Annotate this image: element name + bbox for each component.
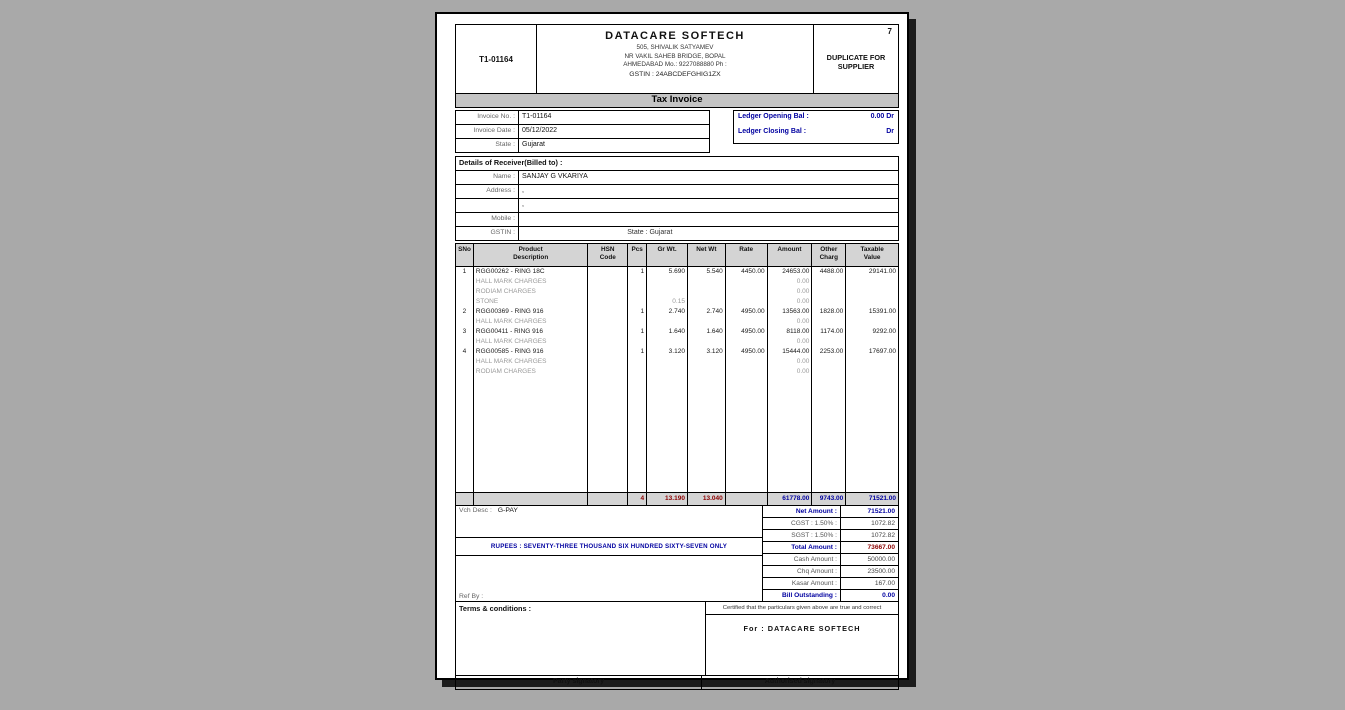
item-cell: STONE bbox=[475, 298, 499, 305]
ref-by-label: Ref By : bbox=[459, 593, 484, 600]
voucher-desc-value: G-PAY bbox=[497, 507, 518, 514]
items-table-header bbox=[456, 244, 898, 267]
item-cell bbox=[812, 277, 845, 287]
items-column bbox=[628, 267, 647, 492]
item-cell: 15391.00 bbox=[868, 308, 896, 315]
totals-cell: 13.040 bbox=[688, 493, 726, 505]
item-cell bbox=[726, 357, 767, 367]
receiver-gstin-row bbox=[456, 226, 898, 240]
company-block bbox=[537, 25, 813, 93]
receiver-gstin-label: GSTIN : bbox=[456, 227, 519, 240]
item-cell: HALL MARK CHARGES bbox=[475, 358, 547, 365]
item-cell: RODIAM CHARGES bbox=[475, 368, 536, 375]
item-cell bbox=[812, 297, 845, 307]
bottom-section bbox=[455, 505, 899, 602]
summary-row bbox=[762, 589, 899, 602]
item-cell bbox=[688, 297, 725, 307]
item-cell bbox=[456, 277, 473, 287]
invoice-info-table bbox=[455, 110, 710, 153]
item-cell bbox=[456, 297, 473, 307]
summary-value: 1072.82 bbox=[840, 517, 899, 530]
item-cell bbox=[812, 287, 845, 297]
summary-value: 71521.00 bbox=[840, 505, 899, 518]
receiver-section-title: Details of Receiver(Billed to) : bbox=[459, 158, 563, 167]
ledger-box bbox=[733, 110, 899, 144]
item-cell bbox=[588, 287, 627, 297]
invoice-no-value: T1-01164 bbox=[522, 113, 552, 120]
totals-cell bbox=[588, 493, 628, 505]
item-cell bbox=[812, 317, 845, 327]
summary-value: 1072.82 bbox=[840, 529, 899, 542]
summary-value: 0.00 bbox=[840, 589, 899, 602]
item-cell bbox=[588, 267, 627, 277]
item-cell: 0.00 bbox=[796, 368, 810, 375]
totals-cell: 61778.00 bbox=[768, 493, 813, 505]
items-column bbox=[474, 267, 588, 492]
ledger-opening-label: Ledger Opening Bal : bbox=[738, 113, 809, 120]
item-cell bbox=[588, 337, 627, 347]
item-cell: HALL MARK CHARGES bbox=[475, 318, 547, 325]
totals-cell bbox=[456, 493, 474, 505]
signature-row bbox=[456, 676, 898, 689]
item-cell bbox=[726, 367, 767, 377]
item-cell: 1 bbox=[640, 268, 645, 275]
party-signatory-label: Party signatory bbox=[456, 676, 702, 689]
items-column bbox=[726, 267, 768, 492]
item-cell: 0.00 bbox=[796, 298, 810, 305]
receiver-address-value-1: , bbox=[522, 187, 524, 194]
authorised-signatory-label: Authorised signatory bbox=[764, 678, 836, 685]
item-cell: 3 bbox=[462, 328, 467, 335]
item-cell: 2.740 bbox=[706, 308, 723, 315]
item-cell bbox=[688, 357, 725, 367]
ledger-opening-row bbox=[734, 112, 898, 127]
item-cell: 9292.00 bbox=[872, 328, 896, 335]
amount-in-words-row bbox=[456, 538, 762, 556]
summary-value: 50000.00 bbox=[840, 553, 899, 566]
item-cell bbox=[812, 337, 845, 347]
receiver-name-row bbox=[456, 170, 898, 184]
item-cell bbox=[456, 367, 473, 377]
summary-label: Net Amount : bbox=[762, 505, 841, 518]
address-line-2: NR VAKIL SAHEB BRIDGE, BOPAL bbox=[624, 52, 726, 60]
column-header: Rate bbox=[726, 244, 768, 266]
receiver-mobile-value bbox=[519, 213, 898, 226]
items-column bbox=[688, 267, 726, 492]
item-cell bbox=[588, 307, 627, 317]
item-cell bbox=[647, 357, 687, 367]
item-cell: 8118.00 bbox=[786, 328, 810, 335]
column-header: Product Description bbox=[474, 244, 588, 266]
item-cell bbox=[647, 367, 687, 377]
column-header: Gr Wt. bbox=[647, 244, 688, 266]
company-address bbox=[537, 44, 813, 70]
item-cell: 4950.00 bbox=[741, 308, 765, 315]
item-cell: 15444.00 bbox=[782, 348, 810, 355]
item-cell: 5.690 bbox=[668, 268, 685, 275]
item-cell: 1.640 bbox=[706, 328, 723, 335]
item-cell bbox=[688, 277, 725, 287]
item-cell: 1 bbox=[640, 328, 645, 335]
item-cell bbox=[628, 297, 646, 307]
item-cell: 29141.00 bbox=[868, 268, 896, 275]
items-column bbox=[456, 267, 474, 492]
item-cell bbox=[647, 277, 687, 287]
items-column bbox=[812, 267, 846, 492]
summary-label: Total Amount : bbox=[762, 541, 841, 554]
copy-type-label: DUPLICATE FOR SUPPLIER bbox=[826, 53, 886, 71]
summary-value: 167.00 bbox=[840, 577, 899, 590]
summary-value: 23500.00 bbox=[840, 565, 899, 578]
header-box bbox=[455, 24, 899, 94]
invoice-content bbox=[455, 24, 899, 690]
item-cell: 0.15 bbox=[672, 298, 685, 305]
item-cell bbox=[628, 357, 646, 367]
item-cell: HALL MARK CHARGES bbox=[475, 278, 547, 285]
item-cell bbox=[846, 287, 898, 297]
item-cell: 0.00 bbox=[796, 358, 810, 365]
items-table bbox=[455, 243, 899, 506]
summary-value: 73667.00 bbox=[840, 541, 899, 554]
terms-top bbox=[456, 602, 898, 676]
receiver-gstin-value bbox=[519, 227, 898, 240]
ref-by-row bbox=[456, 556, 762, 602]
summary-label: Cash Amount : bbox=[762, 553, 841, 566]
totals-cell: 13.190 bbox=[647, 493, 688, 505]
summary-label: Chq Amount : bbox=[762, 565, 841, 578]
amount-summary-table bbox=[762, 505, 899, 602]
item-cell: 17697.00 bbox=[868, 348, 896, 355]
item-cell: 0.00 bbox=[796, 338, 810, 345]
receiver-address-value-2: , bbox=[522, 201, 524, 208]
invoice-no-row bbox=[455, 110, 710, 125]
page-number: 7 bbox=[887, 27, 892, 36]
item-cell bbox=[812, 367, 845, 377]
item-cell bbox=[588, 317, 627, 327]
item-cell: 1.640 bbox=[668, 328, 685, 335]
item-cell bbox=[628, 277, 646, 287]
invoice-page bbox=[435, 12, 909, 685]
column-header: Net Wt bbox=[688, 244, 726, 266]
voucher-desc-label: Vch Desc : bbox=[459, 507, 492, 514]
summary-label: Bill Outstanding : bbox=[762, 589, 841, 602]
item-cell: 2 bbox=[462, 308, 467, 315]
item-cell: 4450.00 bbox=[741, 268, 765, 275]
receiver-address-row bbox=[456, 184, 898, 198]
item-cell bbox=[688, 337, 725, 347]
items-table-totals-row bbox=[456, 492, 898, 505]
item-cell bbox=[688, 367, 725, 377]
item-cell: 0.00 bbox=[796, 288, 810, 295]
item-cell bbox=[456, 287, 473, 297]
item-cell bbox=[846, 317, 898, 327]
summary-label: Kasar Amount : bbox=[762, 577, 841, 590]
item-cell: RGG00262 - RING 18C bbox=[475, 268, 545, 275]
totals-cell: 71521.00 bbox=[868, 495, 896, 502]
item-cell: 0.00 bbox=[796, 278, 810, 285]
item-cell: 3.120 bbox=[668, 348, 685, 355]
bottom-left-column bbox=[455, 505, 763, 602]
item-cell bbox=[726, 297, 767, 307]
item-cell: 4 bbox=[462, 348, 467, 355]
item-cell bbox=[588, 297, 627, 307]
company-name: DATACARE SOFTECH bbox=[605, 30, 745, 42]
item-cell: 0.00 bbox=[796, 318, 810, 325]
item-cell: 4950.00 bbox=[741, 348, 765, 355]
item-cell: RGG00585 - RING 916 bbox=[475, 348, 544, 355]
item-cell bbox=[812, 357, 845, 367]
ledger-opening-value: 0.00 Dr bbox=[870, 113, 894, 120]
item-cell: 4950.00 bbox=[741, 328, 765, 335]
item-cell: 1828.00 bbox=[819, 308, 844, 315]
item-cell bbox=[647, 317, 687, 327]
item-cell bbox=[846, 357, 898, 367]
receiver-name-label: Name : bbox=[456, 171, 519, 184]
address-line-3: AHMEDABAD Mo.: 9227088880 Ph : bbox=[623, 61, 727, 68]
item-cell: 1 bbox=[640, 308, 645, 315]
item-cell bbox=[846, 277, 898, 287]
terms-conditions-label: Terms & conditions : bbox=[456, 602, 706, 675]
receiver-name-value: SANJAY G VKARIYA bbox=[522, 173, 588, 180]
state-row bbox=[455, 138, 710, 153]
item-cell: RODIAM CHARGES bbox=[475, 288, 536, 295]
items-table-body bbox=[456, 267, 898, 492]
item-cell: 4488.00 bbox=[819, 268, 844, 275]
ledger-closing-label: Ledger Closing Bal : bbox=[738, 128, 807, 135]
item-cell bbox=[726, 337, 767, 347]
invoice-date-row bbox=[455, 124, 710, 139]
ledger-closing-value: Dr bbox=[886, 128, 894, 135]
item-cell: 2.740 bbox=[668, 308, 685, 315]
terms-section bbox=[455, 601, 899, 690]
column-header: HSN Code bbox=[588, 244, 628, 266]
voucher-desc-row bbox=[456, 505, 762, 538]
item-cell bbox=[647, 287, 687, 297]
receiver-address-label-2 bbox=[456, 199, 519, 212]
state-label: State : bbox=[456, 139, 519, 152]
invoice-date-value: 05/12/2022 bbox=[522, 127, 558, 134]
company-gstin: GSTIN : 24ABCDEFGHIG1ZX bbox=[629, 70, 721, 78]
column-header: Taxable Value bbox=[860, 246, 884, 261]
receiver-address-row-2 bbox=[456, 198, 898, 212]
item-cell bbox=[628, 317, 646, 327]
item-cell bbox=[647, 337, 687, 347]
copy-type-box bbox=[813, 25, 898, 93]
receiver-section bbox=[455, 156, 899, 241]
items-column bbox=[846, 267, 898, 492]
item-cell bbox=[726, 287, 767, 297]
item-cell bbox=[688, 287, 725, 297]
items-column bbox=[768, 267, 813, 492]
item-cell bbox=[846, 337, 898, 347]
items-column bbox=[647, 267, 688, 492]
item-cell: 13563.00 bbox=[782, 308, 810, 315]
item-cell: RGG00369 - RING 916 bbox=[475, 308, 544, 315]
receiver-mobile-label: Mobile : bbox=[456, 213, 519, 226]
amount-in-words: RUPEES : SEVENTY-THREE THOUSAND SIX HUNDRED SIXTY-SEVEN ONLY bbox=[490, 543, 728, 550]
invoice-date-label: Invoice Date : bbox=[456, 125, 519, 138]
item-cell bbox=[588, 277, 627, 287]
invoice-code: T1-01164 bbox=[456, 25, 537, 93]
item-cell bbox=[846, 297, 898, 307]
item-cell: 1174.00 bbox=[820, 328, 844, 335]
item-cell bbox=[726, 277, 767, 287]
item-cell bbox=[688, 317, 725, 327]
item-cell: 5.540 bbox=[706, 268, 723, 275]
column-header: Pcs bbox=[628, 244, 647, 266]
column-header: Amount bbox=[768, 244, 813, 266]
summary-label: CGST : 1.50% : bbox=[762, 517, 841, 530]
tax-invoice-title: Tax Invoice bbox=[455, 93, 899, 108]
item-cell: 1 bbox=[462, 268, 467, 275]
item-cell: 3.120 bbox=[706, 348, 723, 355]
column-header: SNo bbox=[456, 244, 474, 266]
item-cell bbox=[628, 287, 646, 297]
item-cell bbox=[846, 367, 898, 377]
item-cell bbox=[628, 367, 646, 377]
receiver-mobile-row bbox=[456, 212, 898, 226]
item-cell bbox=[726, 317, 767, 327]
certified-text: Certified that the particulars given above are true and correct bbox=[706, 602, 898, 615]
totals-cell bbox=[474, 493, 588, 505]
item-cell bbox=[456, 317, 473, 327]
item-cell: 2253.00 bbox=[819, 348, 844, 355]
items-column bbox=[588, 267, 628, 492]
item-cell bbox=[588, 327, 627, 337]
invoice-info-section bbox=[455, 110, 899, 153]
certification-block bbox=[706, 602, 898, 675]
for-company-line: For : DATACARE SOFTECH bbox=[743, 624, 861, 633]
item-cell bbox=[588, 347, 627, 357]
item-cell bbox=[588, 357, 627, 367]
summary-label: SGST : 1.50% : bbox=[762, 529, 841, 542]
receiver-address-label: Address : bbox=[456, 185, 519, 198]
totals-cell: 9743.00 bbox=[812, 493, 846, 505]
state-value: Gujarat bbox=[522, 141, 545, 148]
receiver-state-inline: State : Gujarat bbox=[627, 229, 673, 236]
item-cell: 24653.00 bbox=[782, 268, 810, 275]
item-cell: HALL MARK CHARGES bbox=[475, 338, 547, 345]
item-cell bbox=[628, 337, 646, 347]
item-cell: RGG00411 - RING 916 bbox=[475, 328, 543, 335]
address-line-1: 505, SHIVALIK SATYAMEV bbox=[636, 44, 714, 51]
item-cell bbox=[456, 337, 473, 347]
column-header: Other Charg bbox=[812, 244, 846, 266]
totals-cell: 4 bbox=[628, 493, 647, 505]
ledger-closing-row bbox=[734, 127, 898, 142]
totals-cell bbox=[726, 493, 768, 505]
item-cell: 1 bbox=[640, 348, 645, 355]
item-cell bbox=[456, 357, 473, 367]
item-cell bbox=[588, 367, 627, 377]
invoice-no-label: Invoice No. : bbox=[456, 111, 519, 124]
